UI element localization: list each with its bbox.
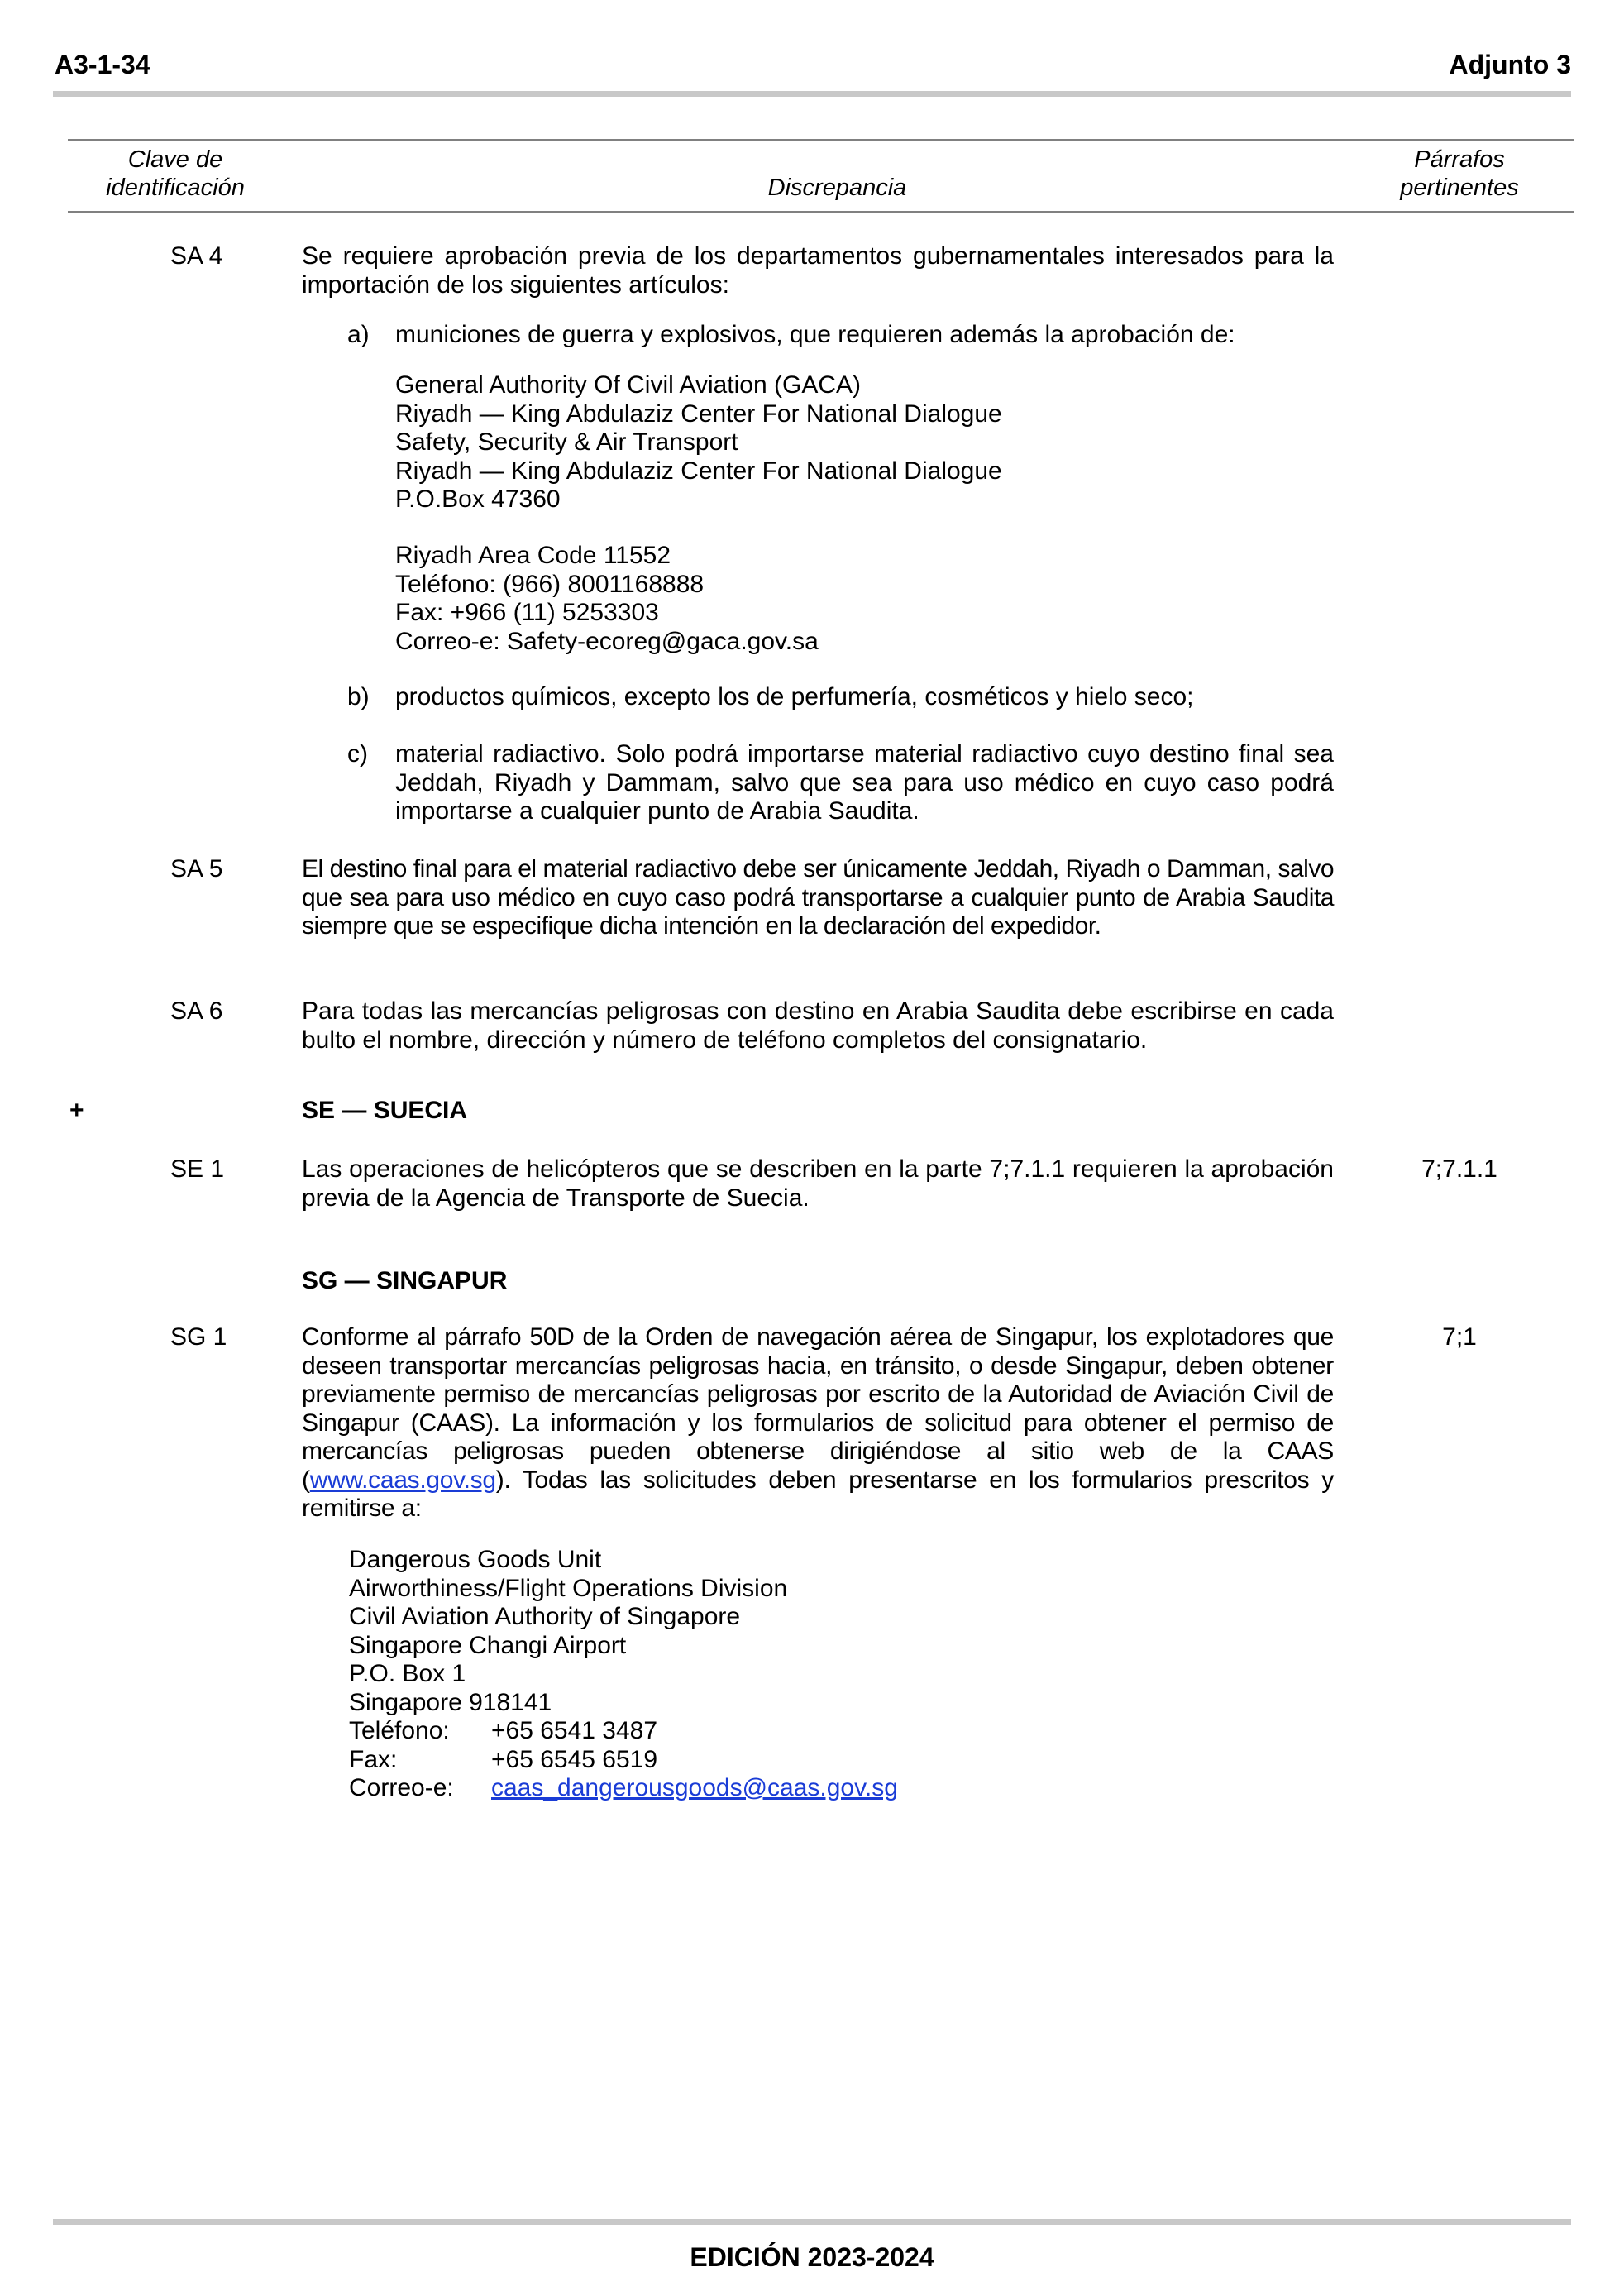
gaca-contact bbox=[395, 542, 819, 656]
fax-value: +65 6545 6519 bbox=[491, 1745, 658, 1773]
address-line: P.O.Box 47360 bbox=[395, 486, 561, 513]
address-line: Singapore 918141 bbox=[349, 1688, 552, 1716]
address-line: P.O. Box 1 bbox=[349, 1660, 466, 1687]
contact-email: Correo-e: Safety-ecoreg@gaca.gov.sa bbox=[395, 627, 819, 655]
entry-text-se1: Las operaciones de helicópteros que se describen en la parte 7;7.1.1 requieren la aprobación previa de la Agencia de Transporte de Suecia. bbox=[302, 1155, 1334, 1212]
email-label: Correo-e: bbox=[349, 1774, 454, 1801]
caas-address bbox=[349, 1546, 898, 1803]
contact-phone: Teléfono: (966) 8001168888 bbox=[395, 570, 705, 598]
paragraph-ref-sg1: 7;1 bbox=[1442, 1323, 1477, 1351]
entry-text-sa6: Para todas las mercancías peligrosas con destino en Arabia Saudita debe escribirse en cada bulto el nombre, dirección y número de teléfono completos del consignatario. bbox=[302, 997, 1334, 1054]
caas-website-link[interactable]: www.caas.gov.sg bbox=[309, 1466, 496, 1494]
email-link[interactable]: caas_dangerousgoods@caas.gov.sg bbox=[491, 1774, 898, 1801]
entry-key-sa4: SA 4 bbox=[170, 242, 223, 270]
contact-fax-row bbox=[349, 1746, 898, 1775]
address-line: Civil Aviation Authority of Singapore bbox=[349, 1603, 741, 1630]
address-line: General Authority Of Civil Aviation (GACA) bbox=[395, 371, 861, 399]
section-heading-singapore: SG — SINGAPUR bbox=[302, 1267, 508, 1294]
item-text-c: material radiactivo. Solo podrá importarse material radiactivo cuyo destino final sea Jeddah, Riyadh y Dammam, salvo que sea para uso médico en cuyo caso podrá importarse a cualquier punto de Arabia Saudita. bbox=[395, 740, 1334, 825]
paragraph-ref-se1: 7;7.1.1 bbox=[1421, 1155, 1497, 1183]
item-label-a: a) bbox=[347, 321, 370, 348]
page-number: A3-1-34 bbox=[55, 50, 150, 79]
table-header-rule bbox=[68, 211, 1574, 213]
column-header-paragraphs-line1: Párrafos bbox=[1414, 146, 1505, 173]
table-top-rule bbox=[68, 139, 1574, 141]
address-line: Dangerous Goods Unit bbox=[349, 1546, 602, 1573]
contact-fax: Fax: +966 (11) 5253303 bbox=[395, 599, 659, 626]
fax-label: Fax: bbox=[349, 1745, 398, 1773]
item-label-b: b) bbox=[347, 683, 370, 710]
contact-email-row bbox=[349, 1774, 898, 1803]
entry-text-sg1-part2: ). Todas las solicitudes deben presentarse en los formularios prescritos y remitirse a: bbox=[302, 1466, 1334, 1522]
entry-text-sa4: Se requiere aprobación previa de los departamentos gubernamentales interesados para la importación de los siguientes artículos: bbox=[302, 242, 1334, 299]
column-header-key bbox=[68, 146, 283, 202]
phone-label: Teléfono: bbox=[349, 1717, 450, 1744]
address-line: Safety, Security & Air Transport bbox=[395, 428, 738, 456]
address-line: Riyadh — King Abdulaziz Center For National Dialogue bbox=[395, 399, 1002, 428]
item-label-c: c) bbox=[347, 740, 368, 768]
attachment-title: Adjunto 3 bbox=[1449, 50, 1571, 79]
amendment-marker: + bbox=[69, 1097, 84, 1124]
footer-rule bbox=[53, 2219, 1571, 2225]
item-text-b: productos químicos, excepto los de perfumería, cosméticos y hielo seco; bbox=[395, 683, 1194, 710]
edition-footer: EDICIÓN 2023-2024 bbox=[690, 2242, 934, 2272]
address-line: Riyadh — King Abdulaziz Center For National Dialogue bbox=[395, 457, 1002, 485]
address-line: Airworthiness/Flight Operations Division bbox=[349, 1574, 788, 1602]
address-line: Singapore Changi Airport bbox=[349, 1631, 627, 1659]
column-header-key-line1: Clave de bbox=[127, 146, 223, 173]
section-heading-sweden: SE — SUECIA bbox=[302, 1097, 468, 1124]
phone-value: +65 6541 3487 bbox=[491, 1717, 658, 1744]
contact-phone-row bbox=[349, 1717, 898, 1746]
entry-key-se1: SE 1 bbox=[170, 1155, 225, 1183]
header-rule bbox=[53, 91, 1571, 97]
column-header-discrepancy: Discrepancia bbox=[767, 175, 907, 201]
column-header-paragraphs bbox=[1356, 146, 1563, 202]
entry-text-sg1-part1: Conforme al párrafo 50D de la Orden de navegación aérea de Singapur, los explotadores que deseen transportar mercancías peligrosas hacia, en tránsito, o desde Singapur, deben obtener previamente permiso de mercancías peligrosas por escrito de la Autoridad de Aviación Civil de Singapur (CAAS). La información y los formularios de solicitud para obtener el permiso de mercancías peligrosas pueden obtenerse dirigiéndose al sitio web de la CAAS ( bbox=[302, 1323, 1334, 1494]
entry-key-sa5: SA 5 bbox=[170, 855, 223, 883]
column-header-key-line2: identificación bbox=[106, 175, 245, 201]
column-header-paragraphs-line2: pertinentes bbox=[1400, 175, 1519, 201]
item-text-a: municiones de guerra y explosivos, que requieren además la aprobación de: bbox=[395, 321, 1235, 348]
entry-text-sg1 bbox=[302, 1323, 1334, 1523]
entry-key-sa6: SA 6 bbox=[170, 997, 223, 1025]
entry-key-sg1: SG 1 bbox=[170, 1323, 227, 1351]
entry-text-sa5: El destino final para el material radiactivo debe ser únicamente Jeddah, Riyadh o Damman, salvo que sea para uso médico en cuyo caso podrá transportarse a cualquier punto de Arabia Saudita siempre que se especifique dicha intención en la declaración del expedidor. bbox=[302, 855, 1334, 940]
address-line: Riyadh Area Code 11552 bbox=[395, 542, 671, 569]
gaca-address bbox=[395, 371, 1002, 514]
